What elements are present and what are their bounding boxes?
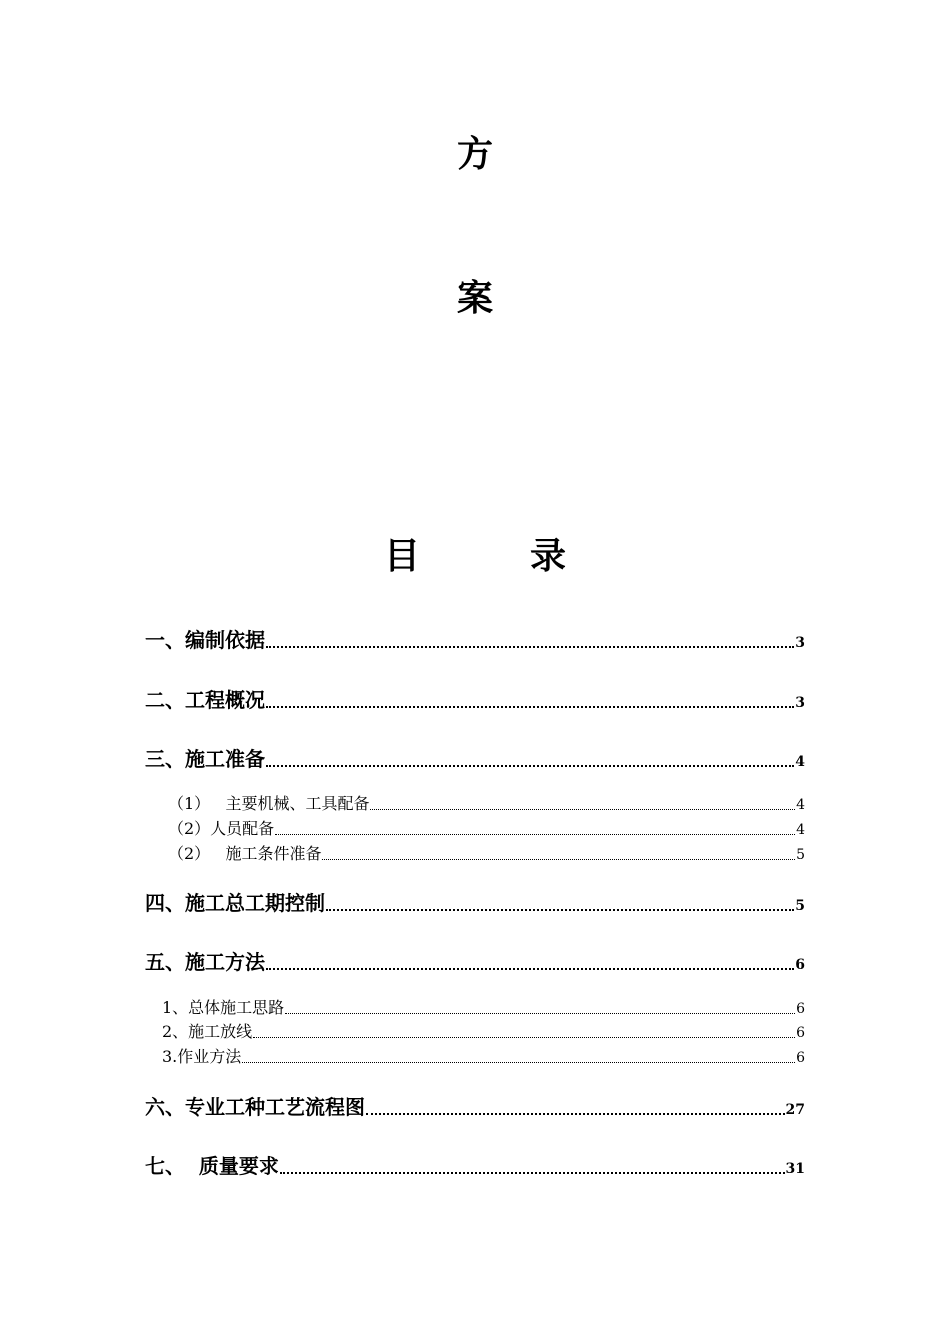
toc-entry-label: （2） 施工条件准备: [168, 844, 322, 863]
toc-entry-page: 4: [795, 754, 805, 770]
toc-entry-label: 1、总体施工思路: [162, 998, 285, 1017]
toc-entry-page: 4: [796, 822, 805, 838]
toc-entry-page: 5: [796, 847, 805, 863]
toc-entry-5-2[interactable]: [162, 1019, 805, 1042]
toc-entry-page: 3: [795, 635, 805, 651]
toc-entry-6[interactable]: [145, 1091, 805, 1120]
toc-entry-label: 3.作业方法: [162, 1047, 242, 1066]
toc-title-left: 目: [383, 535, 420, 577]
cover-title-char-1: 方: [456, 133, 493, 175]
toc-entry-page: 3: [795, 695, 805, 711]
toc-title-right: 录: [530, 535, 567, 577]
toc-entry-label: 二、工程概况: [145, 688, 265, 712]
toc-entry-label: 一、编制依据: [145, 628, 265, 652]
toc-entry-2[interactable]: [145, 684, 805, 713]
cover-title-char-2: 案: [456, 277, 493, 319]
toc-entry-5-1[interactable]: [162, 995, 805, 1018]
toc-entry-page: 6: [795, 957, 805, 973]
toc-entry-label: 四、施工总工期控制: [145, 891, 325, 915]
toc-entry-page: 4: [796, 797, 805, 813]
toc-entry-label: 六、专业工种工艺流程图: [145, 1095, 365, 1119]
toc-entry-label: （2）人员配备: [168, 819, 275, 838]
toc-entry-label: 五、施工方法: [145, 950, 265, 974]
toc-entry-label: （1） 主要机械、工具配备: [168, 794, 370, 813]
toc-entry-4[interactable]: [145, 887, 805, 916]
toc-entry-5-3[interactable]: [162, 1044, 805, 1067]
toc-entry-label: 七、 质量要求: [145, 1154, 279, 1178]
toc-entry-label: 2、施工放线: [162, 1022, 253, 1041]
toc-entry-page: 5: [795, 898, 805, 914]
toc-entry-3-2[interactable]: [168, 816, 805, 839]
toc-entry-page: 6: [796, 1025, 805, 1041]
toc-entry-3-3[interactable]: [168, 841, 805, 864]
toc-entry-1[interactable]: [145, 624, 805, 653]
toc-title: [0, 535, 950, 577]
toc-entry-page: 6: [796, 1001, 805, 1017]
toc-entry-7[interactable]: [145, 1150, 805, 1179]
toc-entry-3-1[interactable]: [168, 791, 805, 814]
toc-entry-page: 31: [785, 1161, 805, 1177]
toc-entry-3[interactable]: [145, 743, 805, 772]
toc-entry-page: 27: [785, 1102, 805, 1118]
toc-entry-page: 6: [796, 1050, 805, 1066]
toc-entry-label: 三、施工准备: [145, 747, 265, 771]
toc-entry-5[interactable]: [145, 946, 805, 975]
